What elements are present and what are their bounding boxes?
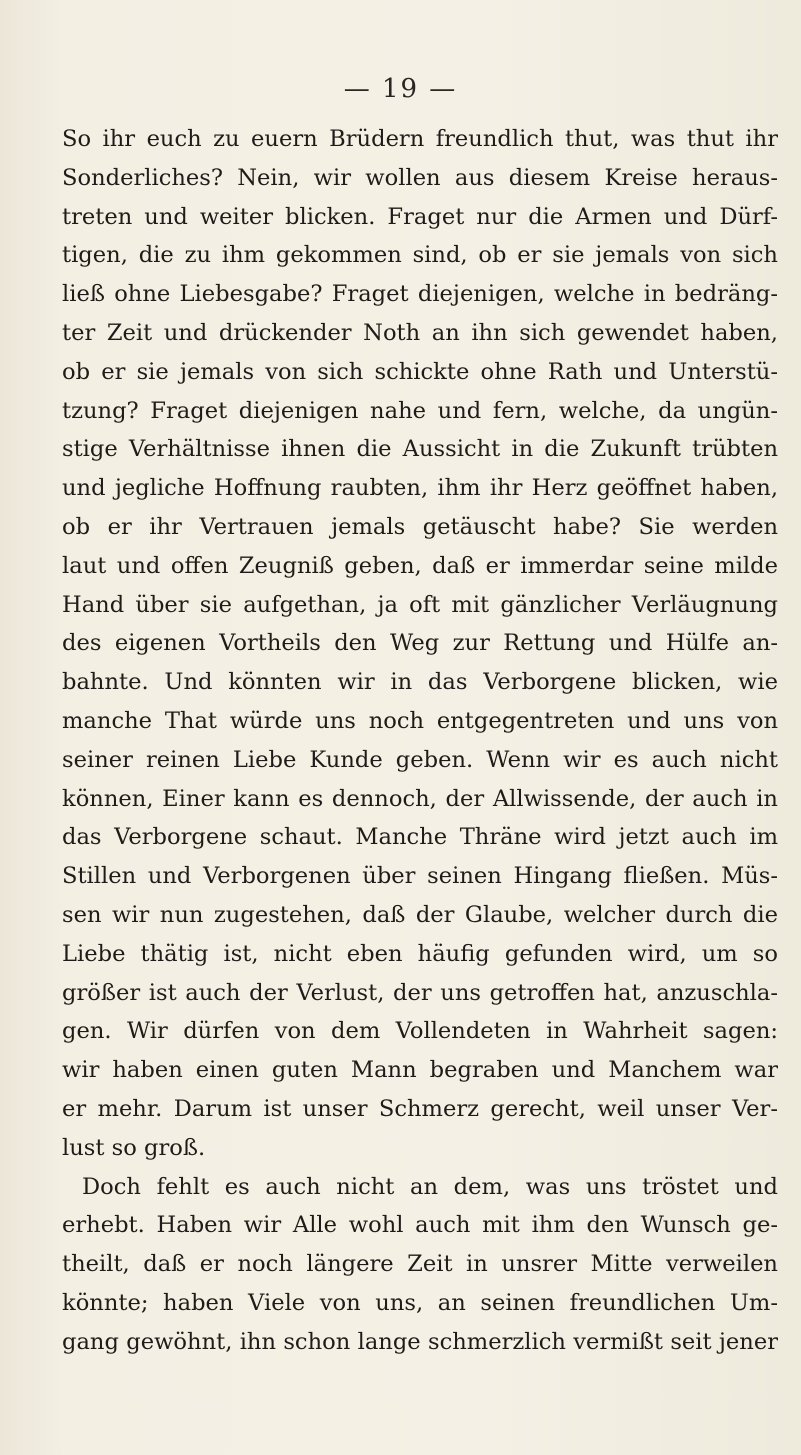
text-line: sen wir nun zugestehen, daß der Glaube, welcher durch die (62, 901, 778, 928)
page-number: — 19 — (343, 74, 458, 104)
text-line: seiner reinen Liebe Kunde geben. Wenn wir es auch nicht (62, 746, 778, 773)
text-line: treten und weiter blicken. Fraget nur die Armen und Dürf- (62, 203, 778, 230)
text-line: ließ ohne Liebesgabe? Fraget diejenigen, welche in bedräng- (62, 281, 778, 308)
text-line: könnte; haben Viele von uns, an seinen freundlichen Um- (62, 1289, 778, 1316)
text-line: ob er sie jemals von sich schickte ohne Rath und Unterstü- (62, 358, 778, 385)
text-line: ob er ihr Vertrauen jemals getäuscht habe? Sie werden (62, 513, 778, 540)
text-line: laut und offen Zeugniß geben, daß er immerdar seine milde (62, 552, 778, 579)
text-line: stige Verhältnisse ihnen die Aussicht in die Zukunft trübten (62, 436, 778, 463)
text-line: er mehr. Darum ist unser Schmerz gerecht, weil unser Ver- (62, 1095, 778, 1122)
text-line: So ihr euch zu euern Brüdern freundlich thut, was thut ihr (62, 126, 778, 152)
text-line: tzung? Fraget diejenigen nahe und fern, welche, da ungün- (62, 397, 778, 424)
text-line: bahnte. Und könnten wir in das Verborgene blicken, wie (62, 669, 778, 696)
text-line: lust so groß. (62, 1134, 206, 1161)
text-line: Stillen und Verborgenen über seinen Hingang fließen. Müs- (62, 863, 778, 890)
text-line: erhebt. Haben wir Alle wohl auch mit ihm den Wunsch ge- (62, 1212, 778, 1239)
body-text (62, 120, 778, 1362)
text-line: tigen, die zu ihm gekommen sind, ob er sie jemals von sich (62, 242, 778, 269)
text-line: Sonderliches? Nein, wir wollen aus diesem Kreise heraus- (62, 164, 778, 191)
text-line: theilt, daß er noch längere Zeit in unsrer Mitte verweilen (62, 1251, 778, 1278)
text-line: gang gewöhnt, ihn schon lange schmerzlich vermißt seit jener (62, 1328, 778, 1355)
text-line: können, Einer kann es dennoch, der Allwissende, der auch in (62, 785, 778, 812)
text-line: wir haben einen guten Mann begraben und Manchem war (62, 1057, 778, 1084)
text-line: ter Zeit und drückender Noth an ihn sich gewendet haben, (62, 319, 778, 346)
text-line: Doch fehlt es auch nicht an dem, was uns tröstet und (82, 1173, 778, 1200)
text-line: und jegliche Hoffnung raubten, ihm ihr Herz geöffnet haben, (62, 475, 778, 502)
text-line: des eigenen Vortheils den Weg zur Rettung und Hülfe an- (62, 630, 778, 657)
text-line: Liebe thätig ist, nicht eben häufig gefunden wird, um so (62, 940, 778, 967)
text-line: manche That würde uns noch entgegentreten und uns von (62, 707, 778, 734)
text-line: das Verborgene schaut. Manche Thräne wird jetzt auch im (62, 824, 778, 851)
text-line: Hand über sie aufgethan, ja oft mit gänzlicher Verläugnung (62, 591, 778, 618)
text-line: größer ist auch der Verlust, der uns getroffen hat, anzuschla- (62, 979, 778, 1006)
text-line: gen. Wir dürfen von dem Vollendeten in Wahrheit sagen: (62, 1018, 778, 1045)
